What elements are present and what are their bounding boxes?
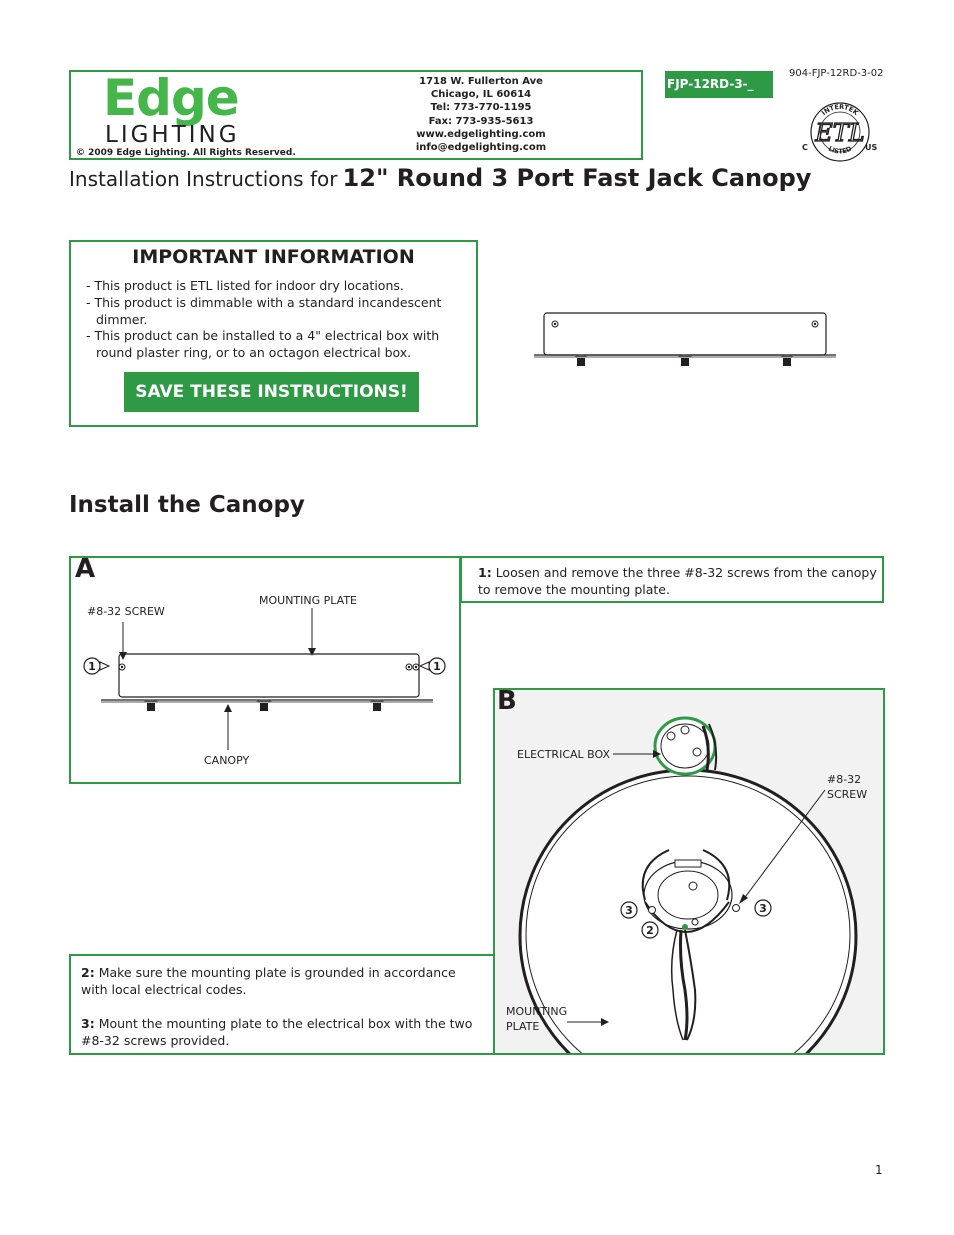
figure-b-diagram bbox=[495, 690, 883, 1053]
figure-b bbox=[493, 688, 885, 1055]
address-line: 1718 W. Fullerton Ave bbox=[419, 76, 543, 87]
save-instructions-banner: SAVE THESE INSTRUCTIONS! bbox=[124, 372, 419, 412]
etl-listed-icon bbox=[797, 98, 883, 162]
callout-3-right: 3 bbox=[759, 902, 767, 915]
title-main: 12" Round 3 Port Fast Jack Canopy bbox=[342, 164, 812, 192]
address-line: Chicago, IL 60614 bbox=[430, 89, 532, 101]
company-address bbox=[401, 75, 561, 154]
svg-text:INTERTEK bbox=[820, 103, 861, 118]
electrical-box-label: ELECTRICAL BOX bbox=[517, 748, 610, 761]
section-heading: Install the Canopy bbox=[69, 492, 305, 518]
etl-us: US bbox=[865, 143, 878, 152]
step-1-box bbox=[460, 556, 884, 603]
step-number: 1: bbox=[478, 565, 492, 580]
callout-3-left: 3 bbox=[625, 904, 633, 917]
figure-b-letter: B bbox=[497, 686, 517, 716]
screw-label-line2: SCREW bbox=[827, 788, 868, 801]
logo-subword: LIGHTING bbox=[105, 122, 240, 148]
logo-wordmark: Edge bbox=[103, 69, 239, 127]
canopy-side-view-illustration bbox=[534, 310, 836, 374]
step-1 bbox=[478, 564, 878, 598]
list-item: - This product is dimmable with a standard incandescent dimmer. bbox=[86, 294, 442, 327]
figure-a bbox=[69, 556, 461, 784]
website: www.edgelighting.com bbox=[416, 128, 546, 140]
model-tag: FJP-12RD-3-_ bbox=[665, 71, 773, 98]
step-3 bbox=[81, 1015, 486, 1049]
step-number: 3: bbox=[81, 1016, 95, 1031]
step-number: 2: bbox=[81, 965, 95, 980]
fax: Fax: 773-935-5613 bbox=[428, 115, 534, 127]
list-item: - This product can be installed to a 4" electrical box with round plaster ring, or to an octagon electrical box. bbox=[86, 328, 440, 361]
figure-a-letter: A bbox=[75, 554, 96, 584]
copyright: © 2009 Edge Lighting. All Rights Reserved. bbox=[76, 148, 296, 158]
mounting-plate-label-line2: PLATE bbox=[506, 1020, 540, 1033]
phone: Tel: 773-770-1195 bbox=[430, 102, 532, 114]
etl-c: C bbox=[802, 143, 808, 152]
figure-a-diagram bbox=[71, 558, 459, 782]
etl-ring-bottom: LISTED bbox=[826, 144, 854, 156]
email: info@edgelighting.com bbox=[415, 142, 547, 154]
callout-1-left: 1 bbox=[88, 660, 96, 673]
step-2 bbox=[81, 964, 486, 998]
mounting-plate-label: MOUNTING PLATE bbox=[259, 594, 357, 607]
screw-label: #8-32 SCREW bbox=[87, 605, 165, 618]
step-text: Make sure the mounting plate is grounded in accordance with local electrical codes. bbox=[81, 965, 456, 997]
callout-1-right: 1 bbox=[433, 660, 441, 673]
callout-2: 2 bbox=[646, 924, 654, 937]
etl-letters: ETL bbox=[815, 119, 865, 147]
step-text: Loosen and remove the three #8-32 screws from the canopy to remove the mounting plate. bbox=[478, 565, 877, 597]
page-number: 1 bbox=[875, 1163, 883, 1177]
header-box bbox=[69, 70, 643, 160]
important-info-list bbox=[86, 278, 466, 362]
mounting-plate-label-line1: MOUNTING bbox=[506, 1005, 568, 1018]
list-item: - This product is ETL listed for indoor dry locations. bbox=[86, 278, 404, 293]
canopy-label: CANOPY bbox=[204, 754, 250, 767]
screw-label-line1: #8-32 bbox=[827, 773, 862, 786]
document-number: 904-FJP-12RD-3-02 bbox=[789, 68, 884, 79]
title-prefix: Installation Instructions for bbox=[69, 167, 338, 191]
steps-2-3-box bbox=[69, 954, 495, 1055]
important-info-heading: IMPORTANT INFORMATION bbox=[132, 246, 415, 268]
step-text: Mount the mounting plate to the electrical box with the two #8-32 screws provided. bbox=[81, 1016, 473, 1048]
etl-ring-top: INTERTEK bbox=[819, 102, 860, 118]
page-title bbox=[69, 164, 811, 192]
